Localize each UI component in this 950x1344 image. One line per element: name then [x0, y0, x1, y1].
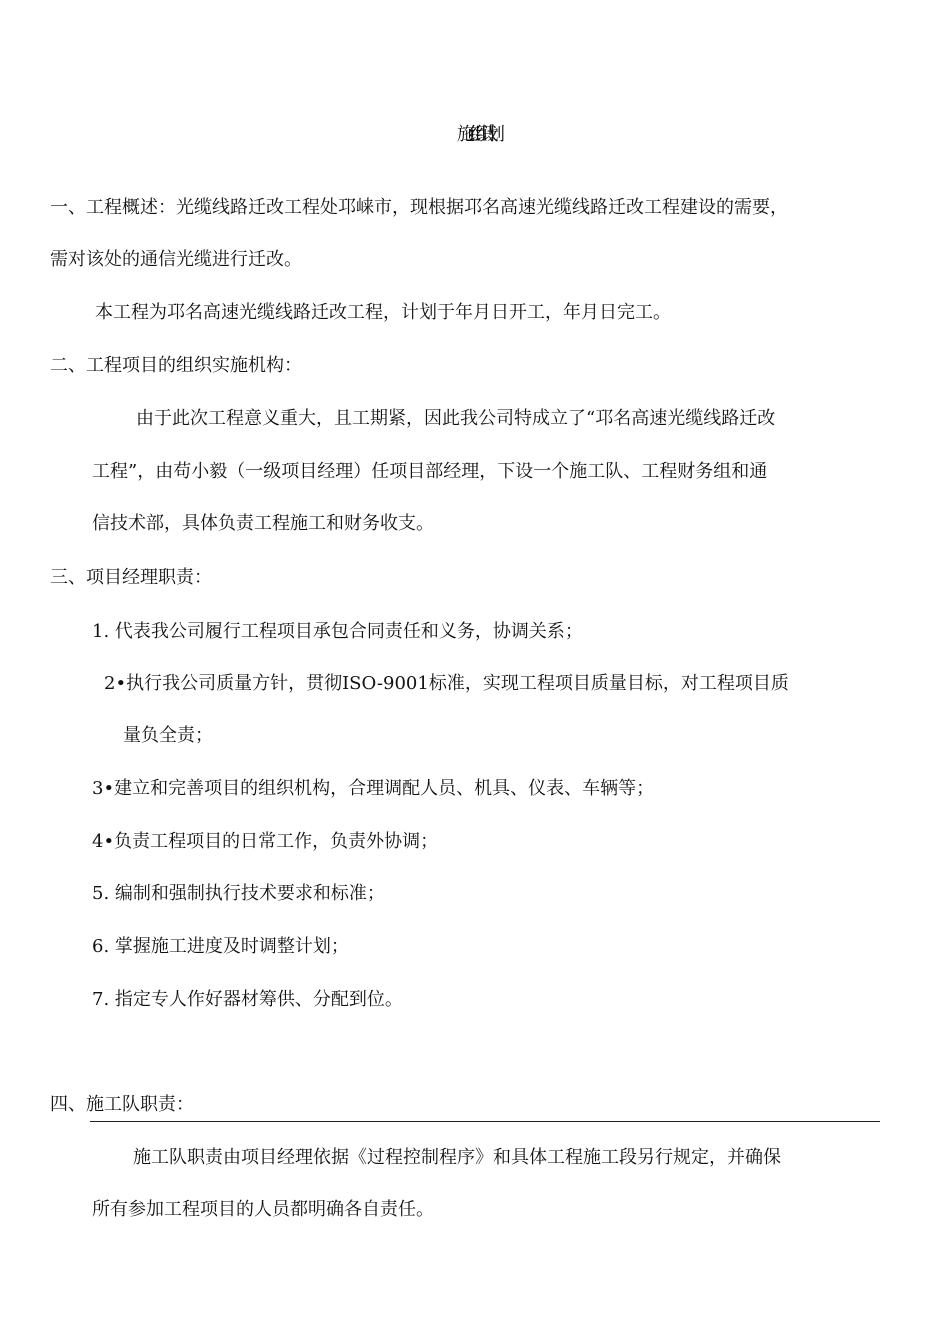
- section-1-text-line-1: 一、工程概述：光缆线路迁改工程处邛崃市，现根据邛名高速光缆线路迁改工程建设的需要，: [50, 197, 788, 218]
- section-3-item-6: 6. 掌握施工进度及时调整计划；: [92, 936, 349, 957]
- section-1-text-line-2: 需对该处的通信光缆进行迁改。: [50, 249, 302, 270]
- section-4-text-line-2: 所有参加工程项目的人员都明确各自责任。: [92, 1199, 434, 1220]
- section-3-item-2-line-1: 2•执行我公司质量方针，贯彻ISO-9001标准，实现工程项目质量目标，对工程项目质: [104, 673, 789, 694]
- section-4-heading: 四、施工队职责：: [50, 1094, 194, 1115]
- section-4-text-line-1: 施工队职责由项目经理依据《过程控制程序》和具体工程施工段另行规定，并确保: [133, 1147, 781, 1168]
- section-3-item-1: 1. 代表我公司履行工程项目承包合同责任和义务，协调关系；: [92, 621, 583, 642]
- section-3-item-3: 3•建立和完善项目的组织机构，合理调配人员、机具、仪表、车辆等；: [92, 778, 655, 799]
- section-2-text-line-3: 信技术部，具体负责工程施工和财务收支。: [92, 513, 434, 534]
- section-2-text-line-2: 工程”，由苟小毅（一级项目经理）任项目部经理，下设一个施工队、工程财务组和通: [92, 461, 768, 482]
- horizontal-divider: [90, 1121, 880, 1122]
- section-3-item-2-line-2: 量负全责；: [123, 725, 213, 746]
- section-3-heading: 三、项目经理职责：: [50, 567, 212, 588]
- section-1-paragraph-2: 本工程为邛名高速光缆线路迁改工程，计划于年月日开工，年月日完工。: [95, 302, 671, 323]
- section-3-item-7: 7. 指定专人作好器材筹供、分配到位。: [92, 989, 403, 1010]
- section-3-item-5: 5. 编制和强制执行技术要求和标准；: [92, 883, 385, 904]
- section-3-item-4: 4•负责工程项目的日常工作，负责外协调；: [92, 831, 439, 852]
- page-title: 施工组织计划: [457, 124, 493, 145]
- section-2-text-line-1: 由于此次工程意义重大，且工期紧，因此我公司特成立了“邛名高速光缆线路迁改: [136, 408, 776, 429]
- section-2-heading: 二、工程项目的组织实施机构：: [50, 355, 302, 376]
